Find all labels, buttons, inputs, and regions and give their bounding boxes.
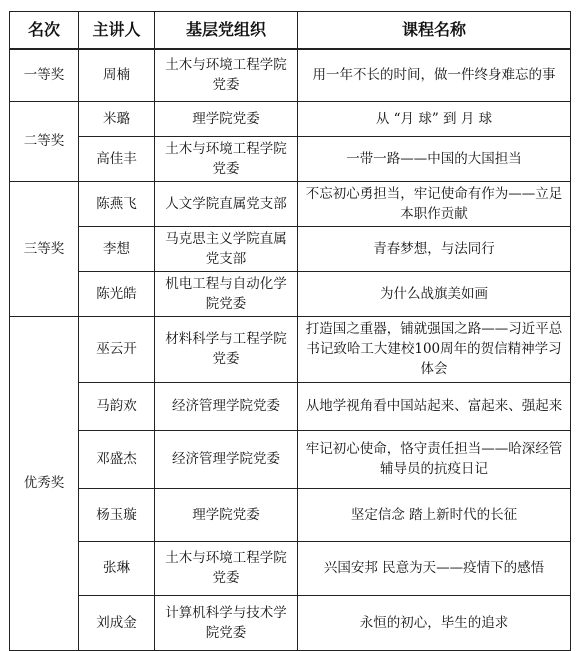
speaker-cell: 陈燕飞 — [79, 181, 155, 226]
org-cell: 土木与环境工程学院党委 — [155, 49, 298, 101]
speaker-cell: 周楠 — [79, 49, 155, 101]
table-row — [10, 541, 571, 595]
org-cell: 材料科学与工程学院党委 — [155, 316, 298, 382]
org-cell: 理学院党委 — [155, 101, 298, 136]
course-cell: 从地学视角看中国站起来、富起来、强起来 — [298, 382, 571, 430]
course-cell: 打造国之重器，铺就强国之路——习近平总书记致哈工大建校100周年的贺信精神学习体会 — [298, 316, 571, 382]
org-cell: 经济管理学院党委 — [155, 382, 298, 430]
header-row — [10, 12, 571, 50]
org-cell: 计算机科学与技术学院党委 — [155, 595, 298, 650]
org-cell: 机电工程与自动化学院党委 — [155, 271, 298, 316]
speaker-cell: 张琳 — [79, 541, 155, 595]
course-cell: 一带一路——中国的大国担当 — [298, 136, 571, 181]
org-cell: 马克思主义学院直属党支部 — [155, 226, 298, 271]
course-cell: 坚定信念 踏上新时代的长征 — [298, 488, 571, 541]
table-row — [10, 430, 571, 488]
org-cell: 人文学院直属党支部 — [155, 181, 298, 226]
rank-cell: 优秀奖 — [10, 316, 79, 650]
course-cell: 为什么战旗美如画 — [298, 271, 571, 316]
org-cell: 土木与环境工程学院党委 — [155, 136, 298, 181]
table-row — [10, 136, 571, 181]
table-row — [10, 101, 571, 136]
rank-cell: 三等奖 — [10, 181, 79, 316]
header-speaker: 主讲人 — [79, 12, 155, 50]
rank-cell: 二等奖 — [10, 101, 79, 181]
awards-table — [9, 11, 571, 651]
speaker-cell: 高佳丰 — [79, 136, 155, 181]
table-row — [10, 181, 571, 226]
speaker-cell: 马韵欢 — [79, 382, 155, 430]
course-cell: 兴国安邦 民意为天——疫情下的感悟 — [298, 541, 571, 595]
table-row — [10, 488, 571, 541]
header-course: 课程名称 — [298, 12, 571, 50]
rank-cell: 一等奖 — [10, 49, 79, 101]
table-row — [10, 382, 571, 430]
speaker-cell: 李想 — [79, 226, 155, 271]
course-cell: 用一年不长的时间，做一件终身难忘的事 — [298, 49, 571, 101]
course-cell: 永恒的初心，毕生的追求 — [298, 595, 571, 650]
table-row — [10, 226, 571, 271]
table-row — [10, 271, 571, 316]
course-cell: 从 “月 球” 到 月 球 — [298, 101, 571, 136]
header-org: 基层党组织 — [155, 12, 298, 50]
org-cell: 土木与环境工程学院党委 — [155, 541, 298, 595]
course-cell: 青春梦想，与法同行 — [298, 226, 571, 271]
course-cell: 不忘初心勇担当，牢记使命有作为——立足本职作贡献 — [298, 181, 571, 226]
speaker-cell: 陈光皓 — [79, 271, 155, 316]
org-cell: 经济管理学院党委 — [155, 430, 298, 488]
table-row — [10, 49, 571, 101]
org-cell: 理学院党委 — [155, 488, 298, 541]
header-rank: 名次 — [10, 12, 79, 50]
table-row — [10, 595, 571, 650]
speaker-cell: 邓盛杰 — [79, 430, 155, 488]
speaker-cell: 杨玉璇 — [79, 488, 155, 541]
speaker-cell: 巫云开 — [79, 316, 155, 382]
table-row — [10, 316, 571, 382]
speaker-cell: 米璐 — [79, 101, 155, 136]
speaker-cell: 刘成金 — [79, 595, 155, 650]
course-cell: 牢记初心使命，恪守责任担当——哈深经管辅导员的抗疫日记 — [298, 430, 571, 488]
